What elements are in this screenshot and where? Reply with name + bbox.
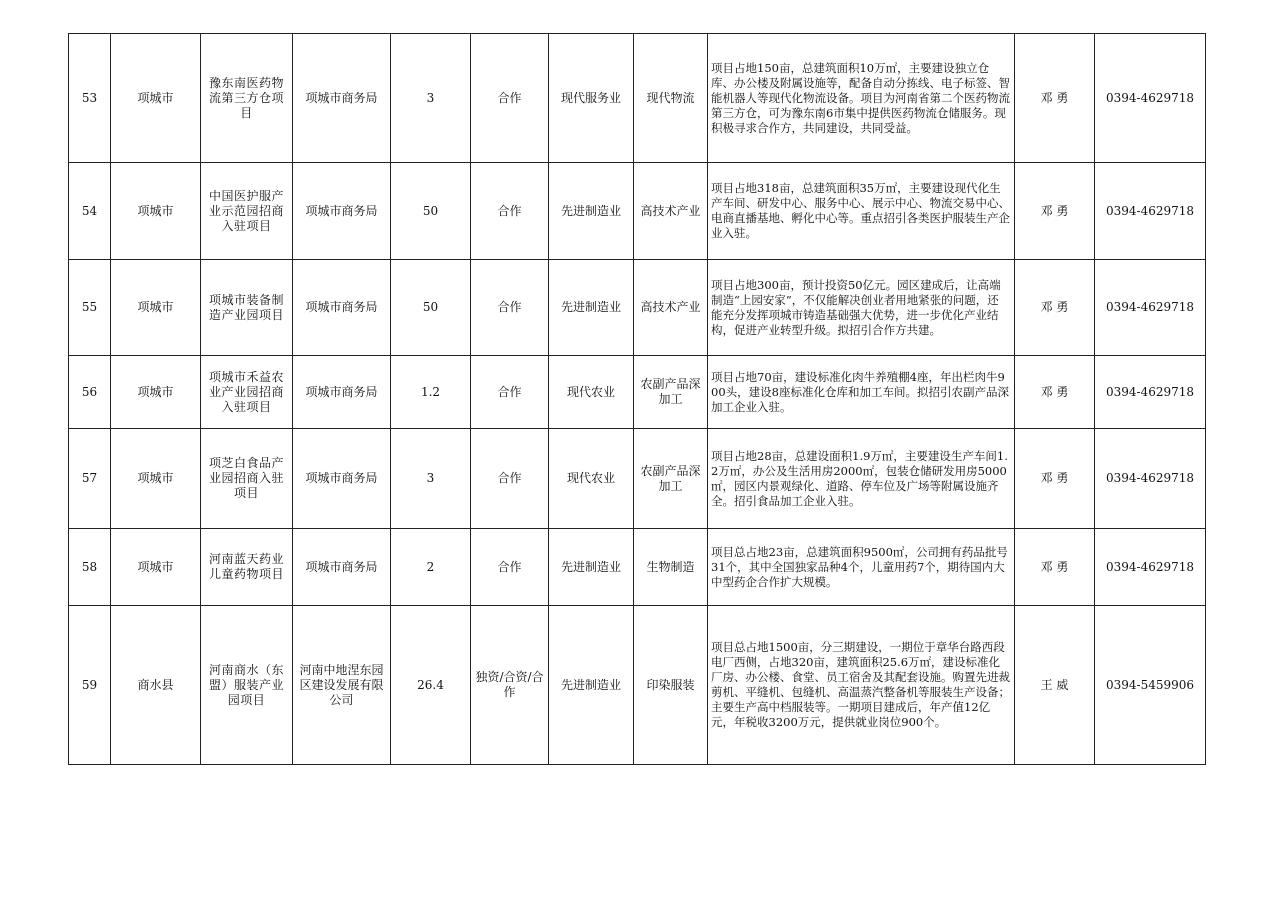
city-cell: 项城市 (111, 356, 201, 429)
city-cell: 项城市 (111, 260, 201, 356)
description-cell: 项目总占地1500亩，分三期建设，一期位于章华台路西段电厂西侧，占地320亩，建筑面积25.6万㎡，建设标准化厂房、办公楼、食堂、员工宿舍及其配套设施。购置先进裁剪机、平缝机、包缝机、高温蒸汽整备机等服装生产设备；主要生产高中档服装等。一期项目建成后，年产值12亿元，年税收3200万元，提供就业岗位900个。 (708, 606, 1015, 765)
amount-cell: 50 (391, 163, 471, 260)
mode-cell: 合作 (471, 529, 549, 606)
table-row (69, 606, 1206, 765)
table-body (69, 34, 1206, 765)
phone-cell: 0394-4629718 (1095, 356, 1206, 429)
amount-cell: 2 (391, 529, 471, 606)
table-row (69, 260, 1206, 356)
sector-cell: 生物制造 (634, 529, 708, 606)
sector-cell: 印染服装 (634, 606, 708, 765)
description-cell: 项目占地150亩，总建筑面积10万㎡，主要建设独立仓库、办公楼及附属设施等，配备自动分拣线、电子标签、智能机器人等现代化物流设备。项目为河南省第二个医药物流第三方仓，可为豫东南6市集中提供医药物流仓储服务。现积极寻求合作方，共同建设，共同受益。 (708, 34, 1015, 163)
description-cell: 项目占地70亩，建设标准化肉牛养殖棚4座，年出栏肉牛900头，建设8座标准化仓库和加工车间。拟招引农副产品深加工企业入驻。 (708, 356, 1015, 429)
description-cell: 项目占地28亩，总建设面积1.9万㎡，主要建设生产车间1.2万㎡，办公及生活用房2000㎡，包装仓储研发用房5000㎡，园区内景观绿化、道路、停车位及广场等附属设施齐全。招引食品加工企业入驻。 (708, 429, 1015, 529)
row-number: 54 (69, 163, 111, 260)
table-row (69, 429, 1206, 529)
industry-cell: 现代服务业 (549, 34, 634, 163)
table-row (69, 34, 1206, 163)
mode-cell: 合作 (471, 34, 549, 163)
project-name-cell: 河南商水（东盟）服装产业园项目 (201, 606, 293, 765)
contact-cell: 邓 勇 (1015, 356, 1095, 429)
unit-cell: 项城市商务局 (293, 429, 391, 529)
project-name-cell: 项芝白食品产业园招商入驻项目 (201, 429, 293, 529)
industry-cell: 先进制造业 (549, 606, 634, 765)
project-name-cell: 项城市装备制造产业园项目 (201, 260, 293, 356)
unit-cell: 项城市商务局 (293, 356, 391, 429)
description-cell: 项目占地318亩，总建筑面积35万㎡，主要建设现代化生产车间、研发中心、服务中心、展示中心、物流交易中心、电商直播基地、孵化中心等。重点招引各类医护服装生产企业入驻。 (708, 163, 1015, 260)
unit-cell: 项城市商务局 (293, 34, 391, 163)
sector-cell: 高技术产业 (634, 260, 708, 356)
unit-cell: 项城市商务局 (293, 163, 391, 260)
city-cell: 项城市 (111, 529, 201, 606)
phone-cell: 0394-4629718 (1095, 34, 1206, 163)
city-cell: 项城市 (111, 163, 201, 260)
city-cell: 项城市 (111, 429, 201, 529)
mode-cell: 独资/合资/合作 (471, 606, 549, 765)
project-name-cell: 中国医护服产业示范园招商入驻项目 (201, 163, 293, 260)
row-number: 57 (69, 429, 111, 529)
table-row (69, 529, 1206, 606)
mode-cell: 合作 (471, 260, 549, 356)
sector-cell: 农副产品深加工 (634, 356, 708, 429)
mode-cell: 合作 (471, 163, 549, 260)
city-cell: 项城市 (111, 34, 201, 163)
industry-cell: 先进制造业 (549, 260, 634, 356)
amount-cell: 1.2 (391, 356, 471, 429)
unit-cell: 河南中地涅东园区建设发展有限公司 (293, 606, 391, 765)
industry-cell: 现代农业 (549, 429, 634, 529)
project-table (68, 33, 1206, 765)
phone-cell: 0394-5459906 (1095, 606, 1206, 765)
row-number: 59 (69, 606, 111, 765)
row-number: 53 (69, 34, 111, 163)
phone-cell: 0394-4629718 (1095, 163, 1206, 260)
industry-cell: 现代农业 (549, 356, 634, 429)
description-cell: 项目占地300亩，预计投资50亿元。园区建成后，让高端制造“上园安家”，不仅能解决创业者用地紧张的问题，还能充分发挥项城市铸造基础强大优势，进一步优化产业结构，促进产业转型升级。拟招引合作方共建。 (708, 260, 1015, 356)
sector-cell: 现代物流 (634, 34, 708, 163)
project-name-cell: 项城市禾益农业产业园招商入驻项目 (201, 356, 293, 429)
amount-cell: 50 (391, 260, 471, 356)
sector-cell: 农副产品深加工 (634, 429, 708, 529)
sector-cell: 高技术产业 (634, 163, 708, 260)
unit-cell: 项城市商务局 (293, 529, 391, 606)
contact-cell: 邓 勇 (1015, 163, 1095, 260)
amount-cell: 3 (391, 429, 471, 529)
table-row (69, 356, 1206, 429)
industry-cell: 先进制造业 (549, 529, 634, 606)
description-cell: 项目总占地23亩，总建筑面积9500㎡，公司拥有药品批号31个，其中全国独家品种4个，儿童用药7个，期待国内大中型药企合作扩大规模。 (708, 529, 1015, 606)
city-cell: 商水县 (111, 606, 201, 765)
row-number: 55 (69, 260, 111, 356)
phone-cell: 0394-4629718 (1095, 429, 1206, 529)
amount-cell: 26.4 (391, 606, 471, 765)
mode-cell: 合作 (471, 356, 549, 429)
project-name-cell: 河南蓝天药业儿童药物项目 (201, 529, 293, 606)
row-number: 56 (69, 356, 111, 429)
contact-cell: 邓 勇 (1015, 34, 1095, 163)
contact-cell: 邓 勇 (1015, 429, 1095, 529)
phone-cell: 0394-4629718 (1095, 529, 1206, 606)
phone-cell: 0394-4629718 (1095, 260, 1206, 356)
table-row (69, 163, 1206, 260)
amount-cell: 3 (391, 34, 471, 163)
contact-cell: 王 威 (1015, 606, 1095, 765)
industry-cell: 先进制造业 (549, 163, 634, 260)
unit-cell: 项城市商务局 (293, 260, 391, 356)
row-number: 58 (69, 529, 111, 606)
mode-cell: 合作 (471, 429, 549, 529)
project-name-cell: 豫东南医药物流第三方仓项目 (201, 34, 293, 163)
contact-cell: 邓 勇 (1015, 529, 1095, 606)
contact-cell: 邓 勇 (1015, 260, 1095, 356)
